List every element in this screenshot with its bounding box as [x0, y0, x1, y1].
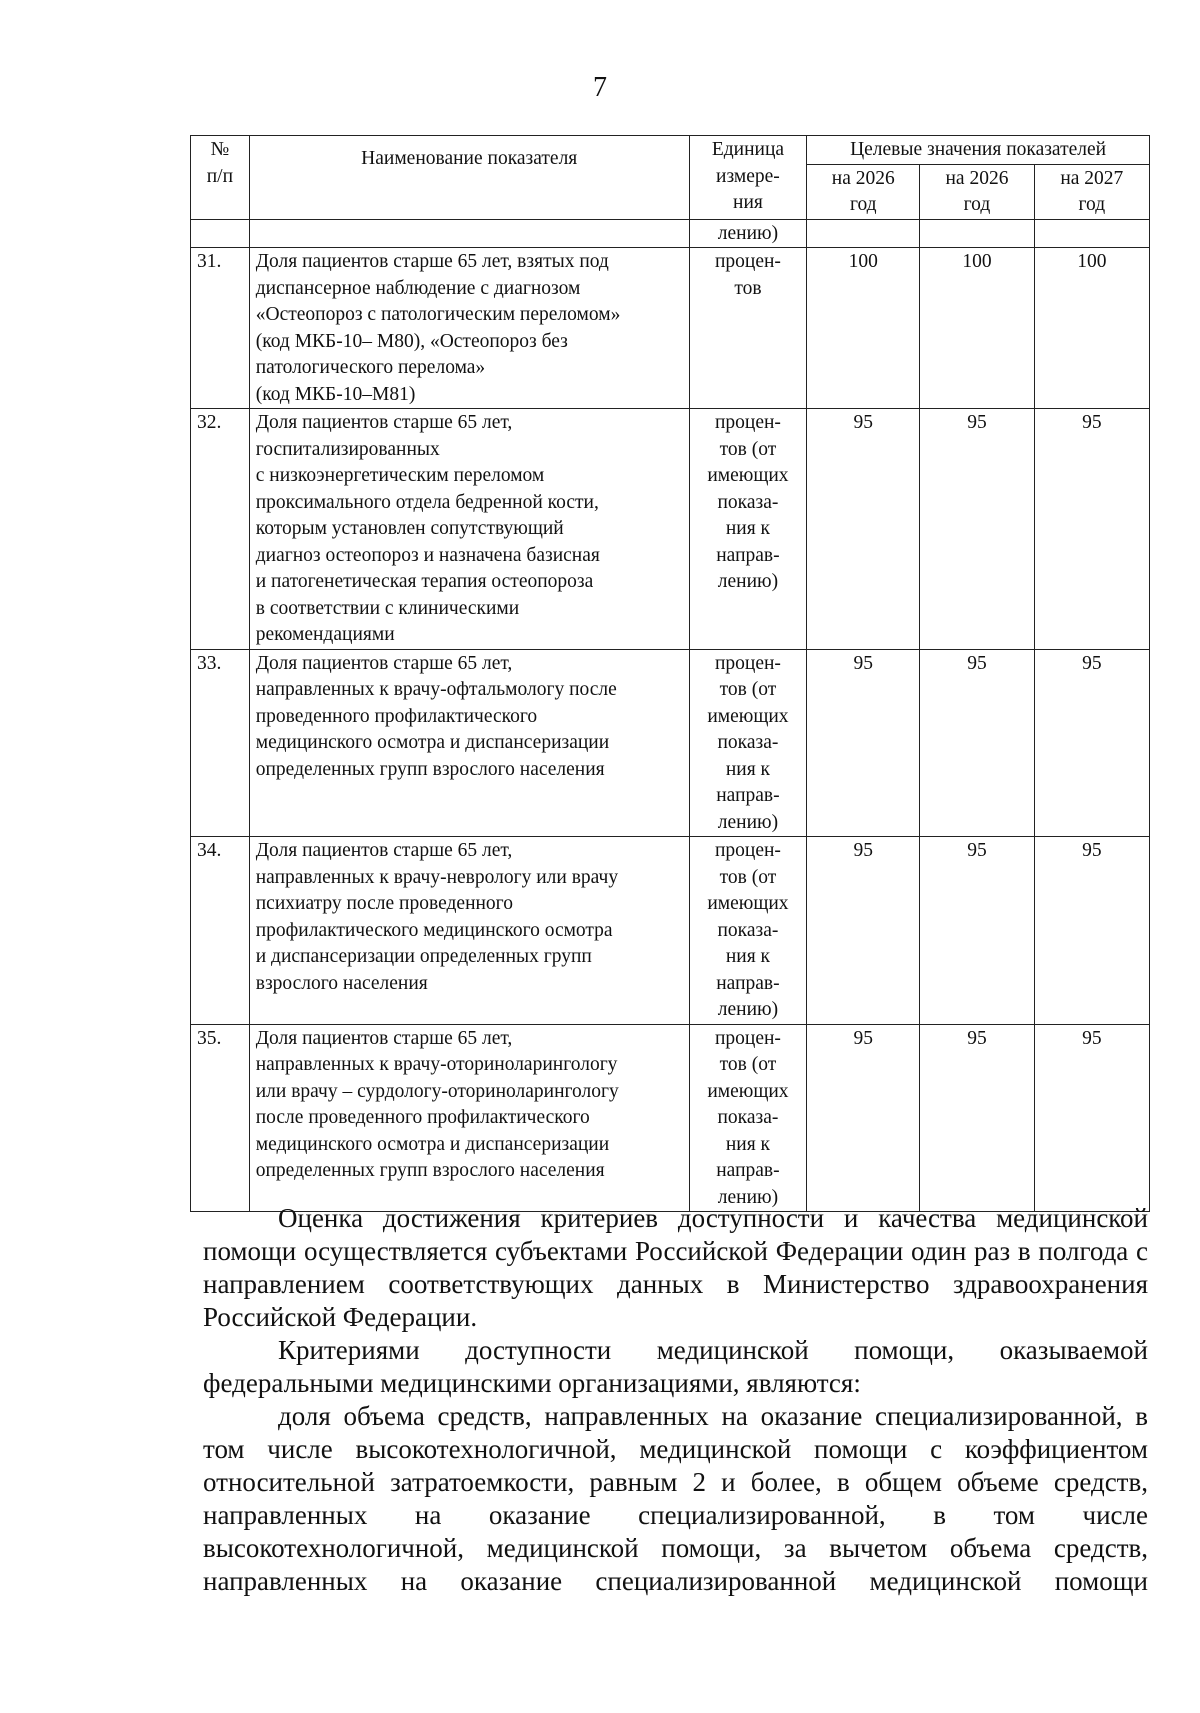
body-text	[203, 1202, 1148, 1598]
table-row	[191, 837, 1150, 1025]
row-name: Доля пациентов старше 65 лет, госпитализированных с низкоэнергетическим переломом проксимального отдела бедренной кости, которым установлен сопутствующий диагноз остеопороз и назначена базисная и патогенетическая терапия остеопороза в соответствии с клиническими рекомендациями	[249, 409, 689, 650]
row-unit: процен- тов (от имеющих показа- ния к направ- лению)	[689, 409, 806, 650]
row-unit: процен- тов	[689, 248, 806, 409]
row-value-3: 100	[1034, 248, 1149, 409]
row-num: 33.	[191, 649, 250, 837]
carryover-val	[1034, 219, 1149, 248]
row-unit: процен- тов (от имеющих показа- ния к направ- лению)	[689, 837, 806, 1025]
row-name: Доля пациентов старше 65 лет, направленных к врачу-неврологу или врачу психиатру после проведенного профилактического медицинского осмотра и диспансеризации определенных групп взрослого населения	[249, 837, 689, 1025]
row-value-3: 95	[1034, 409, 1149, 650]
table-row	[191, 409, 1150, 650]
indicators-table	[190, 135, 1150, 1212]
row-value-1: 95	[807, 1024, 920, 1212]
header-target-group: Целевые значения показателей	[807, 136, 1150, 165]
table-row	[191, 248, 1150, 409]
row-num: 32.	[191, 409, 250, 650]
header-num: № п/п	[191, 136, 250, 220]
row-value-3: 95	[1034, 1024, 1149, 1212]
row-value-1: 95	[807, 837, 920, 1025]
header-year-3: на 2027 год	[1034, 164, 1149, 219]
row-name: Доля пациентов старше 65 лет, направленных к врачу-оториноларингологу или врачу – сурдологу-оториноларингологу после проведенного профилактического медицинского осмотра и диспансеризации определенных групп взрослого населения	[249, 1024, 689, 1212]
row-num: 31.	[191, 248, 250, 409]
row-unit: процен- тов (от имеющих показа- ния к направ- лению)	[689, 1024, 806, 1212]
page-number: 7	[593, 72, 607, 103]
table-header-row	[191, 136, 1150, 165]
row-value-2: 95	[920, 837, 1034, 1025]
header-name: Наименование показателя	[249, 136, 689, 220]
row-value-1: 95	[807, 649, 920, 837]
header-unit: Единица измере- ния	[689, 136, 806, 220]
carryover-num	[191, 219, 250, 248]
carryover-val	[920, 219, 1034, 248]
paragraph: Критериями доступности медицинской помощи, оказываемой федеральными медицинскими организациями, являются:	[203, 1335, 1148, 1398]
row-name: Доля пациентов старше 65 лет, направленных к врачу-офтальмологу после проведенного профилактического медицинского осмотра и диспансеризации определенных групп взрослого населения	[249, 649, 689, 837]
row-num: 35.	[191, 1024, 250, 1212]
header-year-2: на 2026 год	[920, 164, 1034, 219]
carryover-name	[249, 219, 689, 248]
table-row	[191, 649, 1150, 837]
header-year-1: на 2026 год	[807, 164, 920, 219]
carryover-row	[191, 219, 1150, 248]
row-value-1: 95	[807, 409, 920, 650]
table-row	[191, 1024, 1150, 1212]
row-value-2: 95	[920, 409, 1034, 650]
paragraph: доля объема средств, направленных на оказание специализированной, в том числе высокотехнологичной, медицинской помощи с коэффициентом относительной затратоемкости, равным 2 и более, в общем объеме средств, направленных на оказание специализированной, в том числе высокотехнологичной, медицинской помощи, за вычетом объема средств, направленных на оказание специализированной медицинской помощи	[203, 1401, 1148, 1596]
row-name: Доля пациентов старше 65 лет, взятых под диспансерное наблюдение с диагнозом «Остеопороз с патологическим переломом» (код МКБ-10– М80), «Остеопороз без патологического перелома» (код МКБ-10–М81)	[249, 248, 689, 409]
row-num: 34.	[191, 837, 250, 1025]
row-value-1: 100	[807, 248, 920, 409]
row-value-3: 95	[1034, 837, 1149, 1025]
row-unit: процен- тов (от имеющих показа- ния к направ- лению)	[689, 649, 806, 837]
row-value-2: 95	[920, 649, 1034, 837]
row-value-2: 100	[920, 248, 1034, 409]
row-value-2: 95	[920, 1024, 1034, 1212]
paragraph: Оценка достижения критериев доступности и качества медицинской помощи осуществляется субъектами Российской Федерации один раз в полгода с направлением соответствующих данных в Министерство здравоохранения Российской Федерации.	[203, 1203, 1148, 1332]
carryover-unit: лению)	[689, 219, 806, 248]
row-value-3: 95	[1034, 649, 1149, 837]
carryover-val	[807, 219, 920, 248]
